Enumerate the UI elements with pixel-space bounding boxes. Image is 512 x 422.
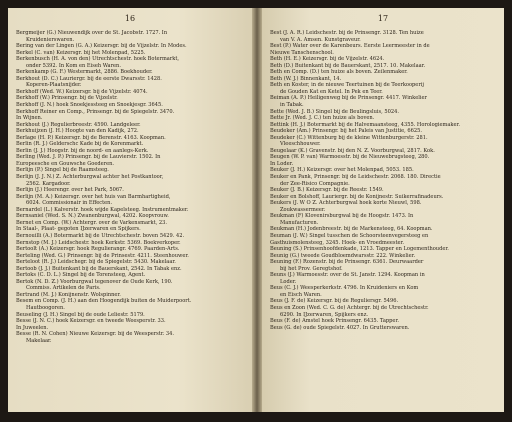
directory-line: Berkenkamp (G. F.) Westermarkt, 2886. Boekhouder. xyxy=(16,69,153,76)
directory-line: Kruidenierswaren. xyxy=(26,36,75,43)
directory-line: Bertrand (M. J.) Konijnenstr. Wolspinner. xyxy=(16,291,121,298)
directory-line: Beugelaar (K.) Gravenstr. bij den N. Z. Voorburgwal, 2817. Kok. xyxy=(270,147,435,154)
directory-line: Beuning (F.) Rozenstr. bij de Prinsengr. 6361. Deurwaarder xyxy=(270,259,424,266)
directory-line: Bette Jr. (Wed. J. C.) ten huize als boven. xyxy=(270,115,375,122)
directory-line: Bernsaniel (Wed. S. N.) Zwanenburgwal, 4202. Koopvrouw. xyxy=(16,213,169,220)
directory-line: Zoukwassermeer. xyxy=(280,206,326,213)
directory-line: Vleeschhouwer. xyxy=(280,141,321,148)
directory-line: Beth (W. J.) Binnenkant, 14. xyxy=(270,75,342,82)
directory-line: Bernet en Comp. (W.) Achtergr. over de Varkensmarkt, 23. xyxy=(16,219,167,226)
directory-line: en Eisch Waren. xyxy=(280,291,322,298)
directory-line: Berlin (J. J.) Hoogstr. bij de noord- en aanlegs-Kerk. xyxy=(16,147,149,154)
directory-line: Besem en Comp. (J. H.) aan den Hoogendijk buiten de Muiderpoort. xyxy=(16,298,192,305)
directory-line: Beuker en Pank, Prinsengr. bij de Leidschestr. 2068. 180. Directie xyxy=(270,174,441,181)
right-page xyxy=(262,8,504,412)
directory-line: Berteloot (R. J.) Leidschegr. bij de Spiegelstr. 5430. Makelaar. xyxy=(16,259,176,266)
directory-line: Besse (R. N. Cohen) Nieuwe Keizersgr. bij de Weesperstr. 34. xyxy=(16,331,175,338)
directory-line: In Loder. xyxy=(270,160,294,167)
directory-line: Beth (H. E.) Keizersgr. bij de Vijzelstr. 4624. xyxy=(270,56,385,63)
directory-line: Berkhoff (J. N.) hoek Snoekjessteeg en Snoekjesgr. 3645. xyxy=(16,102,163,109)
directory-line: Hautboogoren. xyxy=(26,304,65,311)
directory-line: Beus (C. J.) Weesperkerkstr. 4796. In Kruideniers en Kom xyxy=(270,285,419,292)
directory-line: Beuker (J. H.) Keizersgr. over het Molenpad, 5053. 185. xyxy=(270,167,414,174)
directory-line: Beus (F. de) Amstel hoek Prinsengr. 6435. Tapper. xyxy=(270,318,399,325)
directory-line: Beugen (W. P. van) Warmoesstr. bij de Nieuwebrugsteeg, 280. xyxy=(270,154,430,161)
directory-line: Beukman (H.) Jodenbreestr. bij de Markensteeg, 64. Koopman. xyxy=(270,226,433,233)
directory-line: Beus en Zoon (Wed. C. G. de) Achtergr. bij de Utrechtschestr. xyxy=(270,304,429,311)
directory-line: Beth (D.) Buitenkant bij de Bauerskant, 2517. 10. Makelaar. xyxy=(270,62,426,69)
directory-line: Commiss. Artikelen de Paris. xyxy=(26,285,101,292)
directory-line: Beuker en Bolshoff, Lauriergr. bij de Konijnestr. Suikerrafinadeurs. xyxy=(270,193,444,200)
directory-line: Berlage (H. P.) Keizersgr. bij de Berenstr. 4163. Koopman. xyxy=(16,134,166,141)
directory-line: Bettink (H. J.) Botermarkt bij de Halvemaansteeg, 4355. Horologiemaker. xyxy=(270,121,460,128)
directory-line: Bertok (N. D. Z.) Voorburgwal tegenover de Oude Kerk, 190. xyxy=(16,278,173,285)
directory-line: Beus (G. de) oude Spiegelstr. 4027. In Grutterswaren. xyxy=(270,324,410,331)
left-page xyxy=(8,8,252,412)
directory-line: in Tabak. xyxy=(280,102,304,109)
directory-line: Berkhoff Reiner en Comp., Prinsengr. bij de Spiegelstr. 3470. xyxy=(16,108,175,115)
directory-line: Nieuwe Tanschenschool. xyxy=(270,49,334,56)
directory-line: Berlijn (M. A.) Keizersgr. over het huis van Barmhartigheid, xyxy=(16,193,171,200)
directory-line: Besse (J. N. C.) hoek Keizersgr. en tweede Weesperstr. 33. xyxy=(16,318,166,325)
directory-line: Berlijn (J. J. N.) Z. Achterburgwal achter het Postkantoor, xyxy=(16,174,164,181)
directory-line: Beudeker (Am.) Prinsengr. bij het Paleis van Justitie, 6625. xyxy=(270,128,422,135)
page-number: 17 xyxy=(377,14,389,23)
directory-line: Beth en Comp. (D.) ten huize als boven. Zeilenmaker. xyxy=(270,69,408,76)
directory-line: der Zee-Risico Compagnie. xyxy=(280,180,350,187)
directory-line: van V. A. Amsen. Kunstgraveur. xyxy=(280,36,361,43)
directory-line: In Wijnen. xyxy=(16,115,43,122)
directory-line: Bette (Wed. J. B.) Singel bij de Beulingsluis, 5024. xyxy=(270,108,399,115)
directory-line: Bernouilli (A.) Botermarkt bij de Utrechtschestr. boven 5429. 42. xyxy=(16,232,185,239)
directory-line: Loder. xyxy=(280,278,297,285)
directory-line: Bertoks (C. D. L.) Singel bij de Torensteeg, Agent. xyxy=(16,272,146,279)
directory-line: Beukman (F) Klovenirsburgwal bij de Hoogstr. 1473. In xyxy=(270,213,414,220)
directory-line: de Gouden Kat en Ketel. In Pek en Teer. xyxy=(280,88,383,95)
directory-line: 6290. In IJzerwaren, Spijkers enz. xyxy=(280,311,368,318)
directory-line: Europeesche en Gouwsche Goederen. xyxy=(16,160,115,167)
directory-line: Best (P.) Water over de Karenbeurs. Eerste Leermeester in de xyxy=(270,43,430,50)
directory-line: Berkhoff (W.) Prinsengr. bij de Vijzelstr. xyxy=(16,95,118,102)
directory-line: In Staal-, Plaat- gegoten IJzerwaren en Spijkers. xyxy=(16,226,141,233)
directory-line: Beuns (J.) Warmoesstr. over de St. Janstr. 1294. Koopman in xyxy=(270,272,425,279)
directory-line: Beukers (J. W O Z. Achterburgwal hoek korte Nieuwl, 598. xyxy=(270,200,422,207)
directory-line: Bernardel (L.) Kalverstr. hoek wijde Kapelsteeg. Instrumentmaker. xyxy=(16,206,189,213)
directory-line: Beuning (S.) Prinsenhoofdenkade, 1213. Tapper en Logementhouder. xyxy=(270,246,449,253)
directory-line: Berlijn (P.) Singel bij de Raamsteeg. xyxy=(16,167,109,174)
directory-line: onder 5392. In Kom en Eiseh Waren. xyxy=(26,62,121,69)
directory-line: Bertoob (J. J.) Buitenkant bij de Bauerskant, 2542. In Tabak enz. xyxy=(16,265,182,272)
directory-line: Berlin (R. J.) Gelderschc Kade bij de Korenmarkt. xyxy=(16,141,144,148)
directory-line: Berkenbusch (H. A. von den) Utrechtschestr. hoek Botermarkt, xyxy=(16,56,180,63)
directory-line: 2562. Kargadoor. xyxy=(26,180,71,187)
directory-line: Berkhoff (Wed. W.) Keizersgr. bij de Vijzelstr. 4074. xyxy=(16,88,148,95)
directory-line: Beunig (G.) tweede Goudbloemdwarsstr. 222. Winkelier. xyxy=(270,252,416,259)
directory-line: Berkhout (J.) Regulierbreestr. 4590. Landgeleer. xyxy=(16,121,141,128)
directory-line: Beuman (J. W.) Singel tusschen de Schoorsteenvegersteeg en xyxy=(270,232,429,239)
directory-line: In Juweelen. xyxy=(16,324,49,331)
directory-line: Manufacturen. xyxy=(280,219,319,226)
directory-line: Berling (Wed. J. P.) Prinsengr. bij de Lauvierstr. 1502. In xyxy=(16,154,161,161)
directory-line: Bertoolt (A.) Keizersgr. hoek Regulierangr. 4769. Paarden-Arts. xyxy=(16,246,180,253)
directory-line: Beiman (A. P.) Heiligenweg bij de Prinsengr. 4417. Winkelier xyxy=(270,95,427,102)
directory-line: Berkhout (D. C.) Lauriergr. bij de eerste Dwarsstr. 1428. xyxy=(16,75,162,82)
directory-line: Beuker (J. B.) Keizersgr. bij de Reestr. 1549. xyxy=(270,187,384,194)
directory-entries xyxy=(270,30,498,331)
directory-line: Bernstop (M. J.) Leidschestr. hoek Kerkstr. 5369. Boekverkoper. xyxy=(16,239,181,246)
book-gutter xyxy=(252,8,262,412)
directory-line: Berkel (C. van) Keizersgr. bij het Molenpad, 5225. xyxy=(16,49,146,56)
directory-line: 6024. Commissionair in Effecten. xyxy=(26,200,113,207)
directory-line: Berkhuijzen (J. H.) Hoogte van den Kadijk, 272. xyxy=(16,128,139,135)
directory-line: bij het Prov. Geregtshof. xyxy=(280,265,343,272)
directory-line: Koperen-Plaatsnijder. xyxy=(26,82,82,89)
directory-line: Gasthuismolensteeg, 3245. Hoek- en Vroedmeester. xyxy=(270,239,405,246)
directory-line: Bergmeijer (G.) Nieuwendijk over de St. Jacobstr. 1727. In xyxy=(16,30,168,36)
directory-entries xyxy=(16,30,246,344)
directory-line: Beudeker (C.) Wittenburg bij de kleine Wittenburgerstr. 281. xyxy=(270,134,428,141)
directory-line: Best (J. A. R.) Leidschestr. bij de Prinsengr. 3128. Ten huize xyxy=(270,30,424,36)
directory-line: Beth en Koster, in de nieuwe Teertuinen bij de Teerkooperij xyxy=(270,82,424,89)
directory-line: Beus (J. F. de) Keizersgr. bij de Reguliersgr. 5496. xyxy=(270,298,399,305)
directory-line: Berlijn (J.) Heerengr. over het Park, 5067. xyxy=(16,187,124,194)
directory-line: Beuseling (J. H.) Singel bij de oude Leliestr. 5179. xyxy=(16,311,145,318)
directory-line: Berteling (Wed. G.) Prinsengr. bij de Prinsestr. 4211. Steenhouwer. xyxy=(16,252,189,259)
page-number: 16 xyxy=(124,14,136,23)
directory-line: Bering van der Lingen (G. A.) Keizersgr. bij de Vijzelstr. In Modes. xyxy=(16,43,187,50)
directory-line: Makelaar. xyxy=(26,337,52,344)
